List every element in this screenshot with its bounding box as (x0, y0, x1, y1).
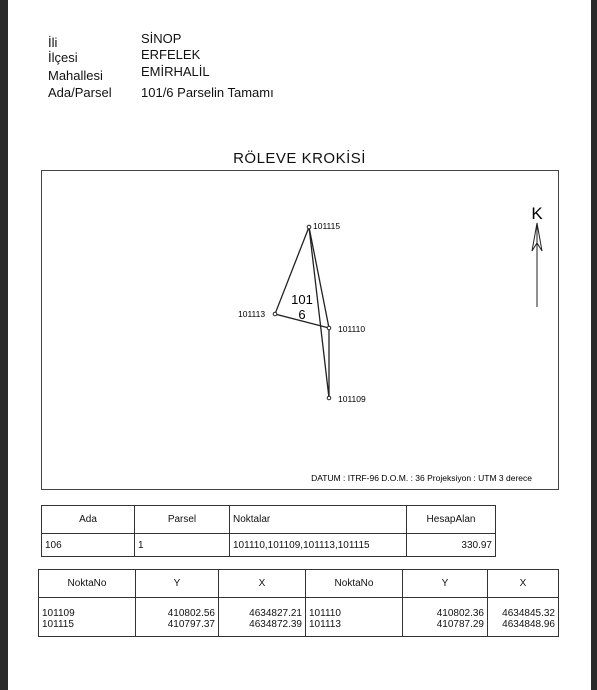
header-noktano-2: NoktaNo (306, 570, 403, 598)
header-noktalar: Noktalar (230, 506, 407, 534)
label-ada-parsel: Ada/Parsel (48, 85, 112, 100)
header-y-2: Y (403, 570, 488, 598)
sketch-title: RÖLEVE KROKİSİ (233, 150, 366, 167)
cell-y: 410802.56 410797.37 (136, 598, 219, 637)
point-label-101113: 101113 (238, 309, 266, 319)
parcel-ada-label: 101 (291, 292, 313, 307)
header-ada: Ada (42, 506, 135, 534)
value-il: SİNOP (141, 31, 182, 46)
cell-noktano: 101109 101115 (39, 598, 136, 637)
label-il: İli (48, 35, 58, 50)
cell-noktano-2: 101110 101113 (306, 598, 403, 637)
header-hesapalan: HesapAlan (407, 506, 496, 534)
datum-text: DATUM : ITRF-96 D.O.M. : 36 Projeksiyon : UTM 3 derece (311, 473, 532, 483)
parcel-sketch (42, 171, 560, 491)
north-arrow-icon (532, 223, 542, 307)
header-parsel: Parsel (135, 506, 230, 534)
cell-hesapalan: 330.97 (407, 534, 496, 557)
value-ilce: ERFELEK (141, 47, 201, 62)
header-noktano: NoktaNo (39, 570, 136, 598)
value-ada-parsel: 101/6 Parselin Tamamı (141, 85, 274, 100)
point-marker (307, 225, 311, 229)
parcel-no-label: 6 (298, 307, 306, 322)
header-y: Y (136, 570, 219, 598)
point-label-101110: 101110 (338, 324, 366, 334)
point-marker (327, 326, 331, 330)
cell-noktalar: 101110,101109,101113,101115 (230, 534, 407, 557)
north-label: K (531, 204, 543, 223)
point-marker (327, 396, 331, 400)
cell-parsel: 1 (135, 534, 230, 557)
cell-y-2: 410802.36 410787.29 (403, 598, 488, 637)
document-page (8, 0, 591, 690)
sketch-frame (41, 170, 559, 490)
point-label-101109: 101109 (338, 394, 366, 404)
cell-x: 4634827.21 4634872.39 (219, 598, 306, 637)
point-marker (273, 312, 277, 316)
point-label-101115: 101115 (313, 221, 341, 231)
header-x: X (219, 570, 306, 598)
cell-ada: 106 (42, 534, 135, 557)
header-x-2: X (488, 570, 559, 598)
label-ilce: İlçesi (48, 50, 78, 65)
cell-x-2: 4634845.32 4634848.96 (488, 598, 559, 637)
value-mahalle: EMİRHALİL (141, 64, 210, 79)
coordinates-table (38, 569, 559, 637)
label-mahalle: Mahallesi (48, 68, 103, 83)
parcel-table (41, 505, 496, 557)
